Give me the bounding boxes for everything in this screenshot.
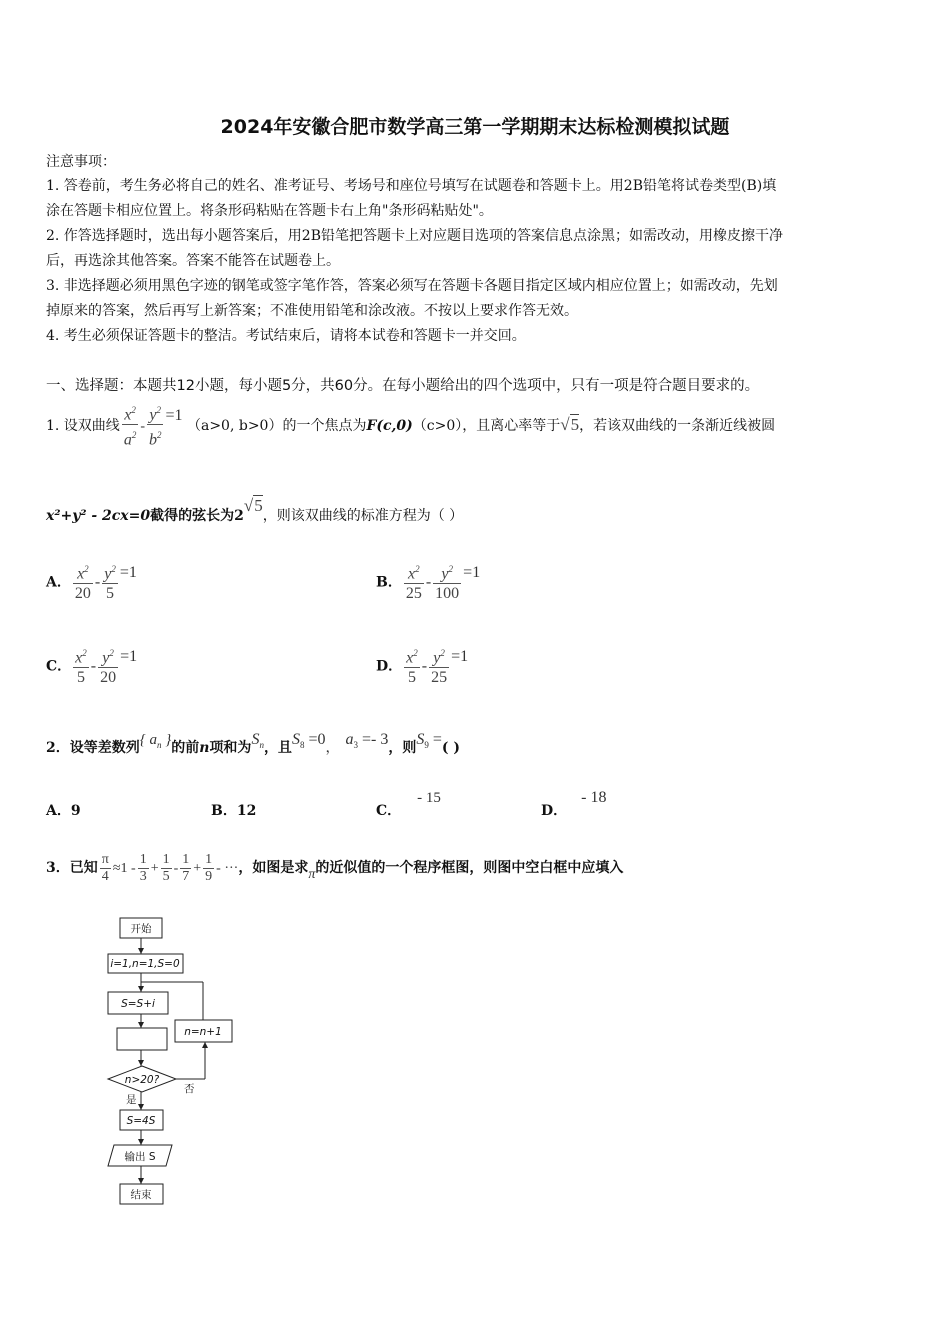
frac-y2-b2: $\frac{y^2}{b^2}$	[147, 401, 164, 451]
notice-heading: 注意事项：	[46, 154, 116, 170]
section-heading: 一、选择题：本题共12小题，每小题5分，共60分。在每小题给出的四个选项中，只有一项是符合题目要求的。	[46, 378, 760, 394]
question-3: 3．已知 $\frac{\pi}{4}$ ≈1 - $\frac{1}{3}$ + $\frac{1}{5}$ - $\frac{1}{7}$ + $\frac{1}{9}$ - ···，如图是求π的近似值的一个程序框图，则图中空白框中应填入	[46, 851, 624, 884]
question-1-line-2	[46, 496, 464, 526]
sum-symbol: $S_n$	[251, 731, 264, 751]
flow-increment: n=n+1	[184, 1026, 222, 1038]
q2-prefix: 2．设等差数列	[46, 740, 140, 756]
s9-equation: $S_9$ =	[416, 731, 442, 751]
flow-condition: n>20?	[124, 1074, 160, 1086]
notice-line-1: 1. 答卷前，考生务必将自己的姓名、准考证号、考场号和座位号填写在试题卷和答题卡上。用2B铅笔将试卷类型(B)填	[46, 178, 777, 194]
sequence-symbol: { $a_n$ }	[139, 732, 172, 750]
notice-line-7: 4. 考生必须保证答题卡的整洁。考试结束后，请将本试卷和答题卡一并交回。	[46, 328, 526, 344]
q1-tail: ，若该双曲线的一条渐近线被圆	[579, 417, 776, 434]
a3-equation: $a_3 =- 3$	[345, 731, 389, 751]
q2-option-a[interactable]: A．9	[46, 803, 81, 819]
q1-condition: （a>0, b>0）的一个焦点为	[186, 417, 367, 434]
q1-option-c[interactable]: C． $\frac{x^2}{5}$ - $\frac{y^2}{20}$ =1	[46, 644, 137, 688]
flow-init: i=1,n=1,S=0	[110, 958, 180, 970]
q1-option-d[interactable]: D． $\frac{x^2}{5}$ - $\frac{y^2}{25}$ =1	[376, 644, 468, 688]
page-title: 2024年安徽合肥市数学高三第一学期期末达标检测模拟试题	[220, 116, 730, 138]
q1-chord-text: 截得的弦长为2	[150, 508, 244, 524]
notice-line-3: 2. 作答选择题时，选出每小题答案后，用2B铅笔把答题卡上对应题目选项的答案信息点涂黑；如需改动，用橡皮擦干净	[46, 228, 783, 244]
flow-multiply: S=4S	[126, 1115, 156, 1127]
blank-box	[117, 1028, 167, 1050]
flow-update: S=S+i	[121, 998, 155, 1010]
q1-option-a[interactable]: A． $\frac{x^2}{20}$ - $\frac{y^2}{5}$ =1	[46, 560, 137, 604]
q2-option-c[interactable]: C．- 15	[376, 790, 441, 819]
circle-equation: x²+y² - 2cx=0	[46, 508, 151, 524]
notice-line-4: 后，再选涂其他答案。答案不能答在试题卷上。	[46, 253, 340, 269]
program-flowchart	[100, 912, 250, 1212]
q1-prefix: 1. 设双曲线	[46, 417, 120, 434]
q1-focus: F(c,0)	[366, 417, 413, 434]
question-1: 1. 设双曲线 $\frac{x^2}{a^2}$ - $\frac{y^2}{b^2}$ =1 （a>0, b>0）的一个焦点为F(c,0)（c>0），且离心率等于√5，若该双曲线的一条渐近线被圆	[46, 401, 775, 451]
question-2: 2．设等差数列{ $a_n$ }的前n项和为$S_n$，且$S_8 =0$，$a_3 =- 3$，则$S_9$ =( )	[46, 731, 460, 756]
flow-no-label: 否	[184, 1083, 195, 1095]
flow-start: 开始	[130, 923, 152, 935]
notice-line-5: 3. 非选择题必须用黑色字迹的钢笔或签字笔作答，答案必须写在答题卡各题目指定区域内相应位置上；如需改动，先划	[46, 278, 778, 294]
q2-option-d[interactable]: D．- 18	[541, 789, 607, 819]
flow-yes-label: 是	[126, 1094, 137, 1106]
q1-condition-2: （c>0），且离心率等于	[412, 417, 561, 434]
frac-x2-a2: $\frac{x^2}{a^2}$	[122, 401, 139, 451]
notice-line-6: 掉原来的答案，然后再写上新答案；不准使用铅笔和涂改液。不按以上要求作答无效。	[46, 303, 578, 319]
sqrt-5-chord: √5	[243, 496, 263, 515]
flow-end: 结束	[130, 1189, 152, 1201]
q1-question: ，则该双曲线的标准方程为（ ）	[262, 508, 464, 524]
q1-option-b[interactable]: B． $\frac{x^2}{25}$ - $\frac{y^2}{100}$ =1	[376, 560, 480, 604]
sqrt-5: √5	[560, 414, 580, 434]
s8-equation: $S_8 =0$	[291, 731, 326, 751]
notice-line-2: 涂在答题卡相应位置上。将条形码粘贴在答题卡右上角"条形码粘贴处"。	[46, 203, 493, 219]
q2-option-b[interactable]: B．12	[211, 803, 257, 819]
flow-output: 输出 S	[124, 1151, 156, 1163]
